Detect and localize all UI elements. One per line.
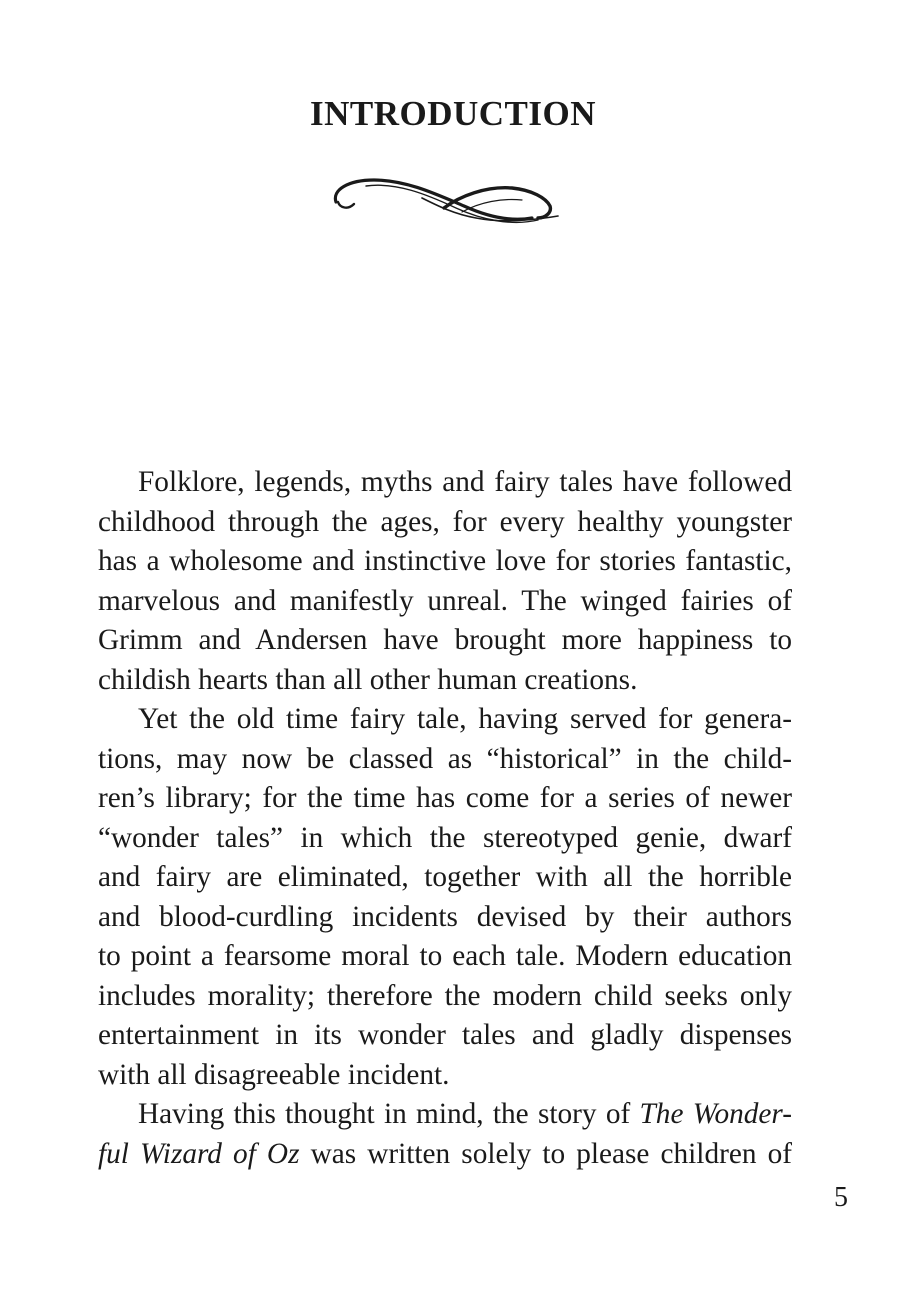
text-line: Folklore, legends, myths and fairy tales have followed <box>138 466 792 498</box>
page-title: INTRODUCTION <box>309 94 597 133</box>
text-line: to point a fearsome moral to each tale. Modern education <box>98 940 792 972</box>
text-run: Having this thought in mind, the story of <box>138 1098 640 1130</box>
book-title-italic: ful Wizard of Oz <box>98 1137 300 1170</box>
paragraph-3 <box>98 1095 792 1174</box>
text-line <box>98 1135 792 1175</box>
text-line: marvelous and manifestly unreal. The winged fairies of <box>98 584 792 617</box>
text-line: childish hearts than all other human creations. <box>98 663 638 696</box>
text-line: Yet the old time fairy tale, having served for genera- <box>138 703 792 735</box>
text-line: with all disagreeable incident. <box>98 1058 450 1091</box>
paragraph-1 <box>98 463 792 700</box>
text-line: has a wholesome and instinctive love for stories fantastic, <box>98 545 792 577</box>
text-line: and blood-curdling incidents devised by their authors <box>98 900 792 933</box>
text-line: Grimm and Andersen have brought more happiness to <box>98 624 792 656</box>
text-line: and fairy are eliminated, together with all the horrible <box>98 861 792 893</box>
flourish-ornament <box>326 172 562 234</box>
text-line: tions, may now be classed as “historical” in the child- <box>98 742 792 775</box>
book-title-italic: The Wonder- <box>639 1098 792 1130</box>
body-text <box>98 463 792 1174</box>
text-line: includes morality; therefore the modern child seeks only <box>98 979 792 1012</box>
paragraph-2 <box>98 700 792 1095</box>
text-run: was written solely to please children of <box>299 1137 792 1170</box>
text-line: “wonder tales” in which the stereotyped genie, dwarf <box>98 821 792 854</box>
text-line: entertainment in its wonder tales and gladly dispenses <box>98 1019 792 1051</box>
text-line <box>98 1095 792 1135</box>
text-line: ren’s library; for the time has come for a series of newer <box>98 782 792 814</box>
page-number: 5 <box>834 1182 848 1213</box>
text-line: childhood through the ages, for every healthy youngster <box>98 505 792 538</box>
